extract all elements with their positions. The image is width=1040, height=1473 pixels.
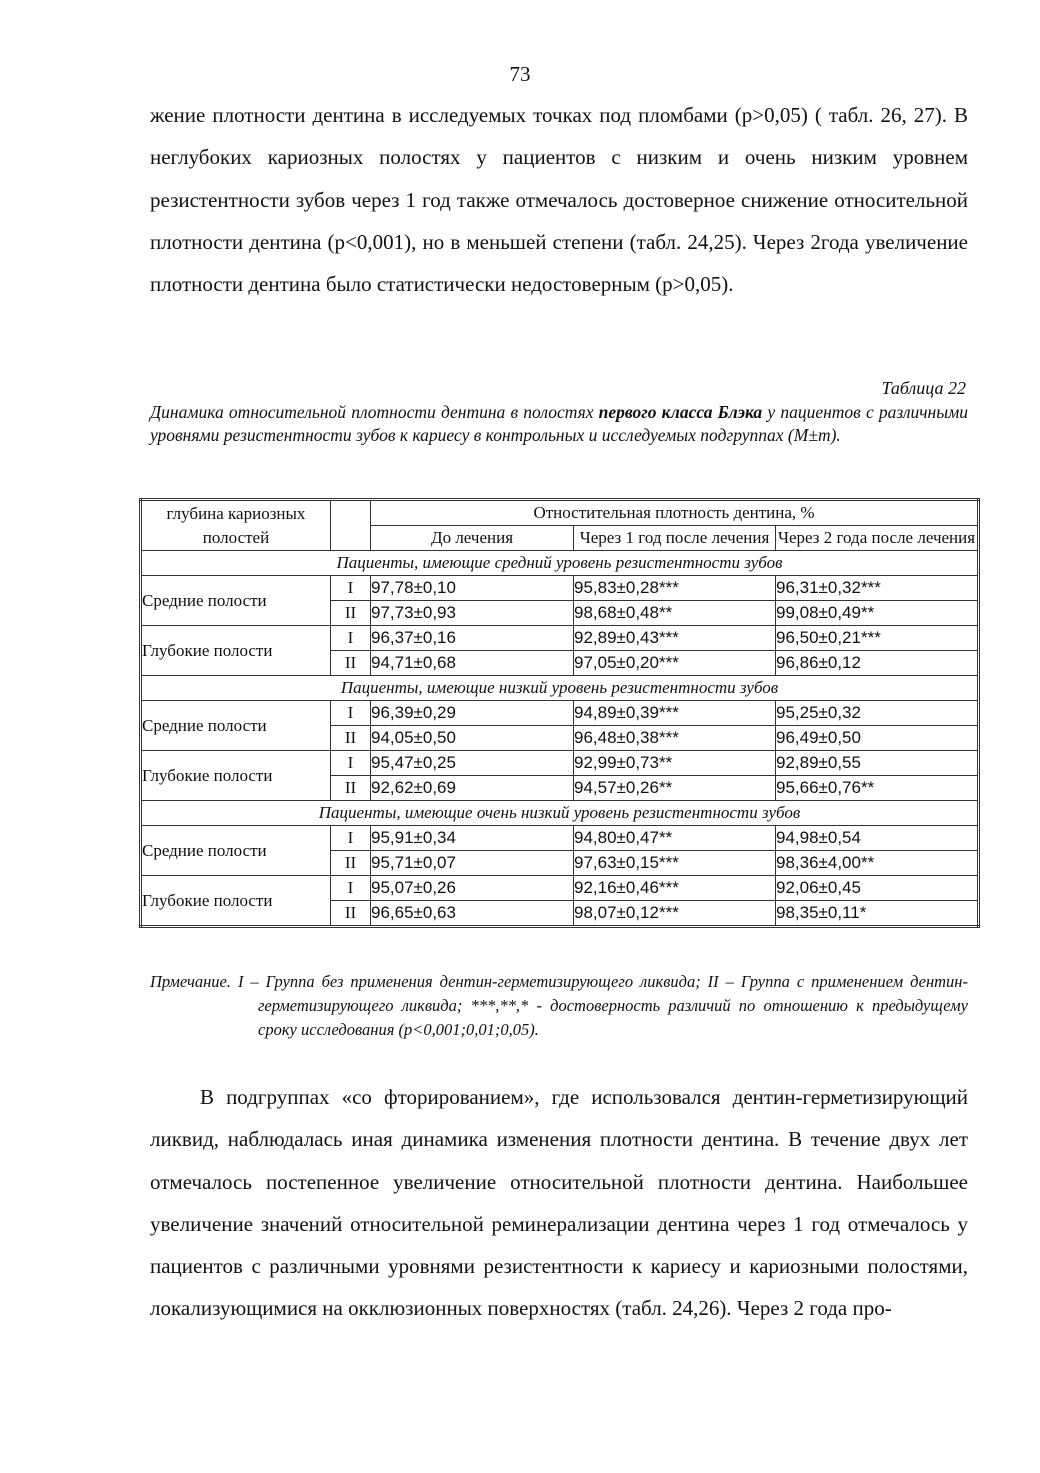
value-2-years: 95,25±0,32 — [776, 701, 979, 726]
value-1-year: 94,89±0,39*** — [574, 701, 776, 726]
value-2-years: 96,31±0,32*** — [776, 576, 979, 601]
value-2-years: 98,36±4,00** — [776, 851, 979, 876]
value-2-years: 92,89±0,55 — [776, 751, 979, 776]
table-note — [150, 970, 968, 1042]
cavity-depth-label: Средние полости — [141, 701, 331, 751]
value-1-year: 92,99±0,73** — [574, 751, 776, 776]
value-before: 97,73±0,93 — [371, 601, 574, 626]
caption-part-2: у пациентов с различными уровнями резистентности зубов к кариесу в контрольных и исследуемых подгруппах (M±m). — [150, 402, 969, 445]
value-1-year: 94,80±0,47** — [574, 826, 776, 851]
value-1-year: 97,05±0,20*** — [574, 651, 776, 676]
value-1-year: 96,48±0,38*** — [574, 726, 776, 751]
value-1-year: 92,16±0,46*** — [574, 876, 776, 901]
cavity-depth-label: Глубокие полости — [141, 751, 331, 801]
group-cell: II — [331, 851, 371, 876]
group-cell: I — [331, 876, 371, 901]
group-cell: I — [331, 626, 371, 651]
value-before: 92,62±0,69 — [371, 776, 574, 801]
table-row — [141, 826, 979, 851]
value-1-year: 98,68±0,48** — [574, 601, 776, 626]
group-cell: II — [331, 901, 371, 927]
value-2-years: 96,86±0,12 — [776, 651, 979, 676]
value-before: 96,65±0,63 — [371, 901, 574, 927]
value-2-years: 98,35±0,11* — [776, 901, 979, 927]
density-table — [139, 498, 980, 928]
value-before: 94,05±0,50 — [371, 726, 574, 751]
group-cell: II — [331, 726, 371, 751]
value-2-years: 95,66±0,76** — [776, 776, 979, 801]
header-after-1-year: Через 1 год после лечения — [574, 526, 776, 551]
value-1-year: 97,63±0,15*** — [574, 851, 776, 876]
value-before: 95,47±0,25 — [371, 751, 574, 776]
value-before: 96,39±0,29 — [371, 701, 574, 726]
table-label: Таблица 22 — [881, 378, 966, 398]
group-cell: I — [331, 701, 371, 726]
caption-bold: первого класса Блэка — [598, 402, 763, 422]
header-density: Отностительная плотность дентина, % — [371, 500, 979, 526]
value-2-years: 99,08±0,49** — [776, 601, 979, 626]
value-before: 97,78±0,10 — [371, 576, 574, 601]
value-2-years: 92,06±0,45 — [776, 876, 979, 901]
group-cell: I — [331, 751, 371, 776]
page-number: 73 — [509, 62, 531, 86]
value-2-years: 96,49±0,50 — [776, 726, 979, 751]
section-row — [141, 676, 979, 701]
cavity-depth-label: Глубокие полости — [141, 876, 331, 927]
note-text: Прмечание. I – Группа без применения дентин-герметизирующего ликвида; II – Группа с применением дентин-герметизирующего ликвида; ***,**,* - достоверность различий по отношению к предыдущему сроку исследования (p<0,001;0,01;0,05). — [150, 972, 968, 1039]
value-1-year: 94,57±0,26** — [574, 776, 776, 801]
value-before: 94,71±0,68 — [371, 651, 574, 676]
header-after-2-years: Через 2 года после лечения — [776, 526, 979, 551]
group-cell: I — [331, 576, 371, 601]
section-row — [141, 801, 979, 826]
section-title: Пациенты, имеющие очень низкий уровень резистентности зубов — [141, 801, 979, 826]
section-row — [141, 551, 979, 576]
group-cell: I — [331, 826, 371, 851]
value-2-years: 96,50±0,21*** — [776, 626, 979, 651]
section-title: Пациенты, имеющие низкий уровень резистентности зубов — [141, 676, 979, 701]
table-caption — [150, 401, 968, 447]
table-row — [141, 576, 979, 601]
table-row — [141, 876, 979, 901]
section-title: Пациенты, имеющие средний уровень резистентности зубов — [141, 551, 979, 576]
cavity-depth-label: Средние полости — [141, 826, 331, 876]
value-1-year: 92,89±0,43*** — [574, 626, 776, 651]
group-cell: II — [331, 651, 371, 676]
table-row — [141, 701, 979, 726]
header-before-treatment: До лечения — [371, 526, 574, 551]
value-before: 96,37±0,16 — [371, 626, 574, 651]
cavity-depth-label: Глубокие полости — [141, 626, 331, 676]
value-2-years: 94,98±0,54 — [776, 826, 979, 851]
caption-part-1: Динамика относительной плотности дентина в полостях — [150, 402, 599, 422]
table-row — [141, 751, 979, 776]
group-cell: II — [331, 601, 371, 626]
header-group-blank — [331, 500, 371, 551]
value-before: 95,07±0,26 — [371, 876, 574, 901]
header-depth: глубина кариозных полостей — [141, 500, 331, 551]
body-paragraph-2: В подгруппах «со фторированием», где использовался дентин-герметизирующий ликвид, наблюдалась иная динамика изменения плотности дентина. В течение двух лет отмечалось постепенное увеличение относительной плотности дентина. Наибольшее увеличение значений относительной реминерализации дентина через 1 год отмечалось у пациентов с различными уровнями резистентности к кариесу и кариозными полостями, локализующимися на окклюзионных поверхностях (табл. 24,26). Через 2 года про- — [150, 1085, 968, 1321]
cavity-depth-label: Средние полости — [141, 576, 331, 626]
table-row — [141, 626, 979, 651]
value-before: 95,91±0,34 — [371, 826, 574, 851]
group-cell: II — [331, 776, 371, 801]
body-paragraph-1: жение плотности дентина в исследуемых точках под пломбами (p>0,05) ( табл. 26, 27). В неглубоких кариозных полостях у пациентов с низким и очень низким уровнем резистентности зубов через 1 год также отмечалось достоверное снижение относительной плотности дентина (p<0,001), но в меньшей степени (табл. 24,25). Через 2года увеличение плотности дентина было статистически недостоверным (p>0,05). — [150, 103, 968, 297]
value-1-year: 95,83±0,28*** — [574, 576, 776, 601]
value-1-year: 98,07±0,12*** — [574, 901, 776, 927]
value-before: 95,71±0,07 — [371, 851, 574, 876]
